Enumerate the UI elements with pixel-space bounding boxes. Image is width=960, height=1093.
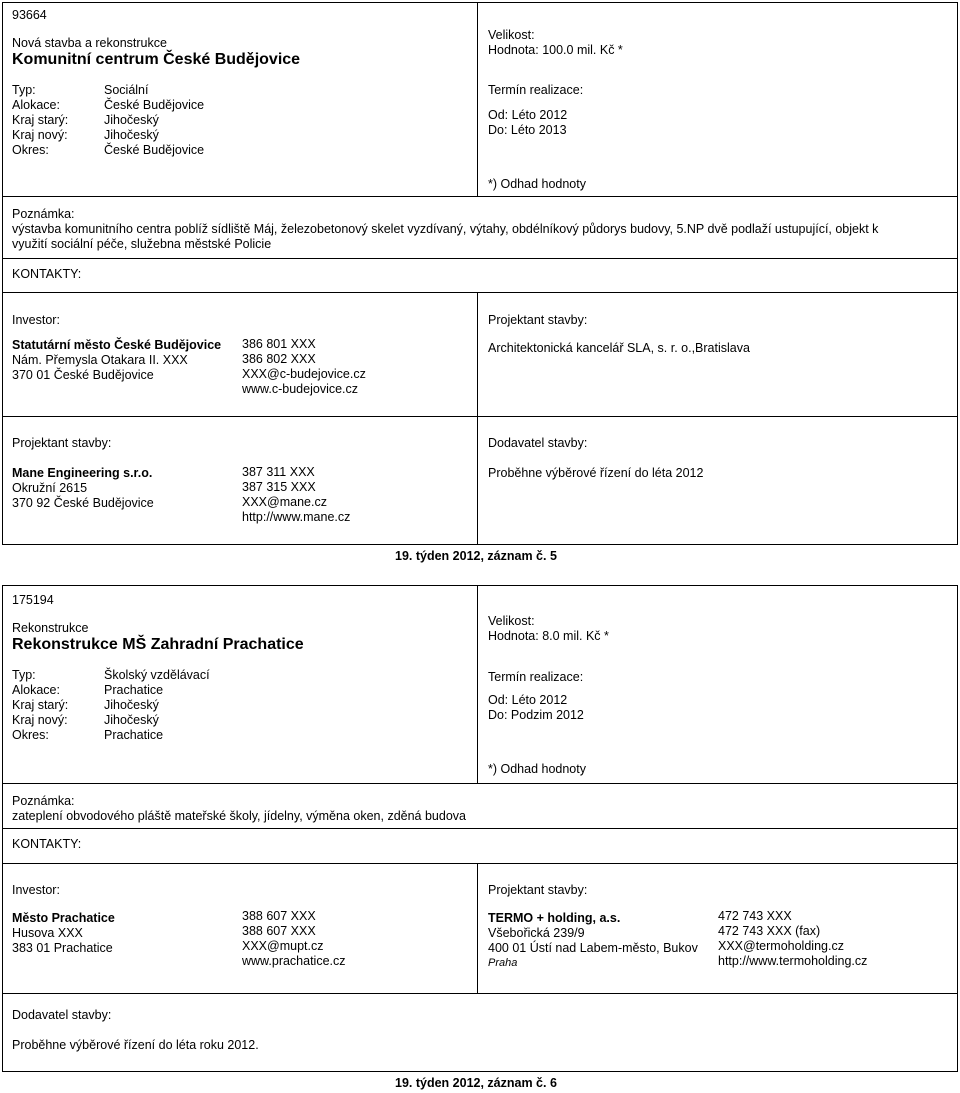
field-okres-label: Okres: — [12, 143, 49, 157]
hodnota-value: Hodnota: 100.0 mil. Kč * — [488, 43, 623, 57]
investor-address: Husova XXX — [12, 926, 83, 940]
projektant-web[interactable]: http://www.mane.cz — [242, 510, 351, 524]
record-category: Nová stavba a rekonstrukce — [12, 36, 167, 50]
field-typ-label: Typ: — [12, 83, 36, 97]
projektant-label: Projektant stavby: — [488, 313, 588, 327]
divider — [2, 196, 958, 197]
field-kraj-stary-value: Jihočeský — [104, 113, 159, 127]
divider-vertical — [477, 585, 478, 783]
field-kraj-stary-value: Jihočeský — [104, 698, 159, 712]
poznamka-text: zateplení obvodového pláště mateřské školy, jídelny, výměna oken, zděná budova — [12, 809, 466, 823]
field-alokace-value: České Budějovice — [104, 98, 205, 112]
projektant-address: 400 01 Ústí nad Labem-město, Bukov — [488, 941, 698, 955]
divider-vertical — [477, 2, 478, 196]
investor-web[interactable]: www.c-budejovice.cz — [242, 382, 359, 396]
projektant-name: Mane Engineering s.r.o. — [12, 466, 153, 480]
divider — [2, 993, 958, 994]
projektant-label: Projektant stavby: — [12, 436, 112, 450]
divider — [2, 416, 958, 417]
projektant-city: Praha — [488, 957, 518, 969]
divider-vertical — [477, 863, 478, 993]
projektant-phone: 387 315 XXX — [242, 480, 316, 494]
projektant-phone: 472 743 XXX — [718, 909, 792, 923]
kontakty-heading: KONTAKTY: — [12, 267, 82, 281]
odhad-note: *) Odhad hodnoty — [488, 177, 586, 191]
velikost-label: Velikost: — [488, 28, 535, 42]
investor-phone: 386 802 XXX — [242, 352, 316, 366]
investor-phone: 388 607 XXX — [242, 909, 316, 923]
hodnota-value: Hodnota: 8.0 mil. Kč * — [488, 629, 609, 643]
field-typ-value: Školský vzdělávací — [104, 668, 210, 682]
projektant-fax: 472 743 XXX (fax) — [718, 924, 821, 938]
projektant-email[interactable]: XXX@termoholding.cz — [718, 939, 844, 953]
investor-address: 383 01 Prachatice — [12, 941, 113, 955]
termin-do: Do: Léto 2013 — [488, 123, 567, 137]
investor-email[interactable]: XXX@mupt.cz — [242, 939, 324, 953]
termin-od: Od: Léto 2012 — [488, 693, 568, 707]
poznamka-label: Poznámka: — [12, 207, 75, 221]
poznamka-label: Poznámka: — [12, 794, 75, 808]
field-kraj-novy-label: Kraj nový: — [12, 128, 68, 142]
field-kraj-stary-label: Kraj starý: — [12, 698, 69, 712]
divider — [2, 828, 958, 829]
divider — [2, 258, 958, 259]
record-title: Rekonstrukce MŠ Zahradní Prachatice — [12, 636, 304, 653]
field-okres-value: Prachatice — [104, 728, 164, 742]
field-typ-value: Sociální — [104, 83, 149, 97]
investor-address: 370 01 České Budějovice — [12, 368, 154, 382]
projektant-web[interactable]: http://www.termoholding.cz — [718, 954, 868, 968]
projektant-address: 370 92 České Budějovice — [12, 496, 154, 510]
field-kraj-novy-value: Jihočeský — [104, 713, 159, 727]
field-alokace-label: Alokace: — [12, 98, 60, 112]
record-id: 93664 — [12, 8, 47, 22]
record-footer: 19. týden 2012, záznam č. 6 — [395, 1076, 557, 1090]
field-okres-label: Okres: — [12, 728, 49, 742]
investor-name: Statutární město České Budějovice — [12, 338, 222, 352]
projektant-name: TERMO + holding, a.s. — [488, 911, 621, 925]
investor-name: Město Prachatice — [12, 911, 115, 925]
kontakty-heading: KONTAKTY: — [12, 837, 82, 851]
odhad-note: *) Odhad hodnoty — [488, 762, 586, 776]
poznamka-text: využití sociální péče, služebna městské Policie — [12, 237, 272, 251]
record-category: Rekonstrukce — [12, 621, 89, 635]
divider-vertical — [477, 292, 478, 545]
investor-label: Investor: — [12, 883, 60, 897]
field-okres-value: České Budějovice — [104, 143, 205, 157]
investor-phone: 388 607 XXX — [242, 924, 316, 938]
investor-address: Nám. Přemysla Otakara II. XXX — [12, 353, 188, 367]
field-alokace-label: Alokace: — [12, 683, 60, 697]
termin-label: Termín realizace: — [488, 83, 584, 97]
record-id: 175194 — [12, 593, 54, 607]
termin-od: Od: Léto 2012 — [488, 108, 568, 122]
field-kraj-stary-label: Kraj starý: — [12, 113, 69, 127]
dodavatel-label: Dodavatel stavby: — [12, 1008, 112, 1022]
projektant-email[interactable]: XXX@mane.cz — [242, 495, 327, 509]
dodavatel-label: Dodavatel stavby: — [488, 436, 588, 450]
field-kraj-novy-value: Jihočeský — [104, 128, 159, 142]
investor-web[interactable]: www.prachatice.cz — [242, 954, 346, 968]
record-title: Komunitní centrum České Budějovice — [12, 51, 301, 68]
projektant-label: Projektant stavby: — [488, 883, 588, 897]
projektant-name: Architektonická kancelář SLA, s. r. o.,Bratislava — [488, 341, 750, 355]
divider — [2, 292, 958, 293]
projektant-address: Všebořická 239/9 — [488, 926, 585, 940]
velikost-label: Velikost: — [488, 614, 535, 628]
record-footer: 19. týden 2012, záznam č. 5 — [395, 549, 557, 563]
field-alokace-value: Prachatice — [104, 683, 164, 697]
divider — [2, 863, 958, 864]
investor-label: Investor: — [12, 313, 60, 327]
divider — [2, 783, 958, 784]
investor-phone: 386 801 XXX — [242, 337, 316, 351]
projektant-address: Okružní 2615 — [12, 481, 88, 495]
poznamka-text: výstavba komunitního centra poblíž sídliště Máj, železobetonový skelet vyzdívaný, výtahy, obdélníkový půdorys budovy, 5.NP dvě podlaží ustupující, objekt k — [12, 222, 879, 236]
termin-label: Termín realizace: — [488, 670, 584, 684]
dodavatel-text: Proběhne výběrové řízení do léta roku 2012. — [12, 1038, 259, 1052]
projektant-phone: 387 311 XXX — [242, 465, 315, 479]
field-kraj-novy-label: Kraj nový: — [12, 713, 68, 727]
termin-do: Do: Podzim 2012 — [488, 708, 584, 722]
investor-email[interactable]: XXX@c-budejovice.cz — [242, 367, 366, 381]
field-typ-label: Typ: — [12, 668, 36, 682]
dodavatel-text: Proběhne výběrové řízení do léta 2012 — [488, 466, 704, 480]
